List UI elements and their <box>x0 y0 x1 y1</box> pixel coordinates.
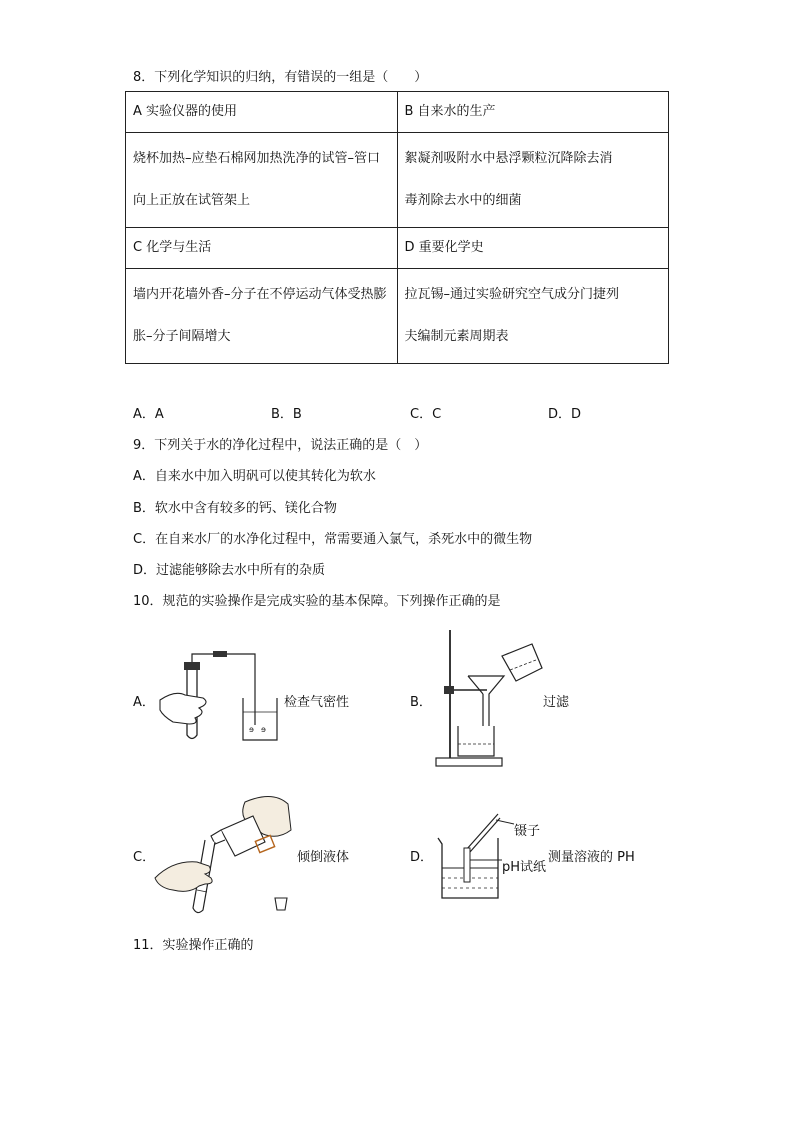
cell-b-line1: 絮凝剂吸附水中悬浮颗粒沉降除去消 <box>404 151 613 166</box>
q11-stem: 11．实验操作正确的 <box>133 938 254 953</box>
q10-option-c-caption: 倾倒液体 <box>297 850 350 865</box>
q10-option-d-caption: 测量溶液的 PH <box>548 850 635 865</box>
cell-b-head: B 自来水的生产 <box>397 92 669 133</box>
cell-a-line1: 烧杯加热–应垫石棉网加热洗净的试管–管口 <box>133 151 381 166</box>
q9-option-d[interactable]: D．过滤能够除去水中所有的杂质 <box>133 563 326 578</box>
q10-option-a-letter[interactable]: A． <box>133 695 155 710</box>
q10-option-a-caption: 检查气密性 <box>284 695 350 710</box>
q10-option-b-caption: 过滤 <box>543 695 570 710</box>
cell-a-head: A 实验仪器的使用 <box>126 92 398 133</box>
q8-option-d[interactable]: D．D <box>548 407 582 422</box>
pouring-figure <box>153 790 298 920</box>
airtightness-figure <box>155 650 295 745</box>
ph-paper-label: pH试纸 <box>502 860 547 875</box>
q9-option-b[interactable]: B．软水中含有较多的钙、镁化合物 <box>133 501 337 516</box>
q8-option-b[interactable]: B．B <box>271 407 302 422</box>
knowledge-table <box>125 91 669 364</box>
cell-b-line2: 毒剂除去水中的细菌 <box>404 193 522 208</box>
q9-option-c[interactable]: C．在自来水厂的水净化过程中，常需要通入氯气，杀死水中的微生物 <box>133 532 533 547</box>
svg-text:ɘ: ɘ <box>249 725 254 734</box>
q8-stem: 8．下列化学知识的归纳，有错误的一组是（ ） <box>133 70 428 85</box>
cell-d-body <box>397 269 669 364</box>
cell-a-line2: 向上正放在试管架上 <box>133 193 251 208</box>
cell-a-body <box>126 133 398 228</box>
q8-option-c[interactable]: C．C <box>410 407 442 422</box>
cell-c-line1: 墙内开花墙外香–分子在不停运动气体受热膨 <box>133 287 387 302</box>
q8-option-a[interactable]: A．A <box>133 407 164 422</box>
cell-c-line2: 胀–分子间隔增大 <box>133 329 231 344</box>
tweezers-label: 镊子 <box>514 824 541 839</box>
cell-d-line1: 拉瓦锡–通过实验研究空气成分门捷列 <box>404 287 620 302</box>
cell-c-head: C 化学与生活 <box>126 228 398 269</box>
cell-d-head: D 重要化学史 <box>397 228 669 269</box>
cell-b-body <box>397 133 669 228</box>
q10-option-d-letter[interactable]: D． <box>410 850 434 865</box>
q9-stem: 9．下列关于水的净化过程中，说法正确的是（ ） <box>133 438 428 453</box>
svg-text:ɘ: ɘ <box>261 725 266 734</box>
q10-option-b-letter[interactable]: B． <box>410 695 432 710</box>
cell-d-line2: 夫编制元素周期表 <box>404 329 509 344</box>
q10-option-c-letter[interactable]: C． <box>133 850 156 865</box>
cell-c-body <box>126 269 398 364</box>
filtration-figure <box>432 626 547 771</box>
q9-option-a[interactable]: A．自来水中加入明矾可以使其转化为软水 <box>133 469 376 484</box>
q10-stem: 10．规范的实验操作是完成实验的基本保障。下列操作正确的是 <box>133 594 501 609</box>
